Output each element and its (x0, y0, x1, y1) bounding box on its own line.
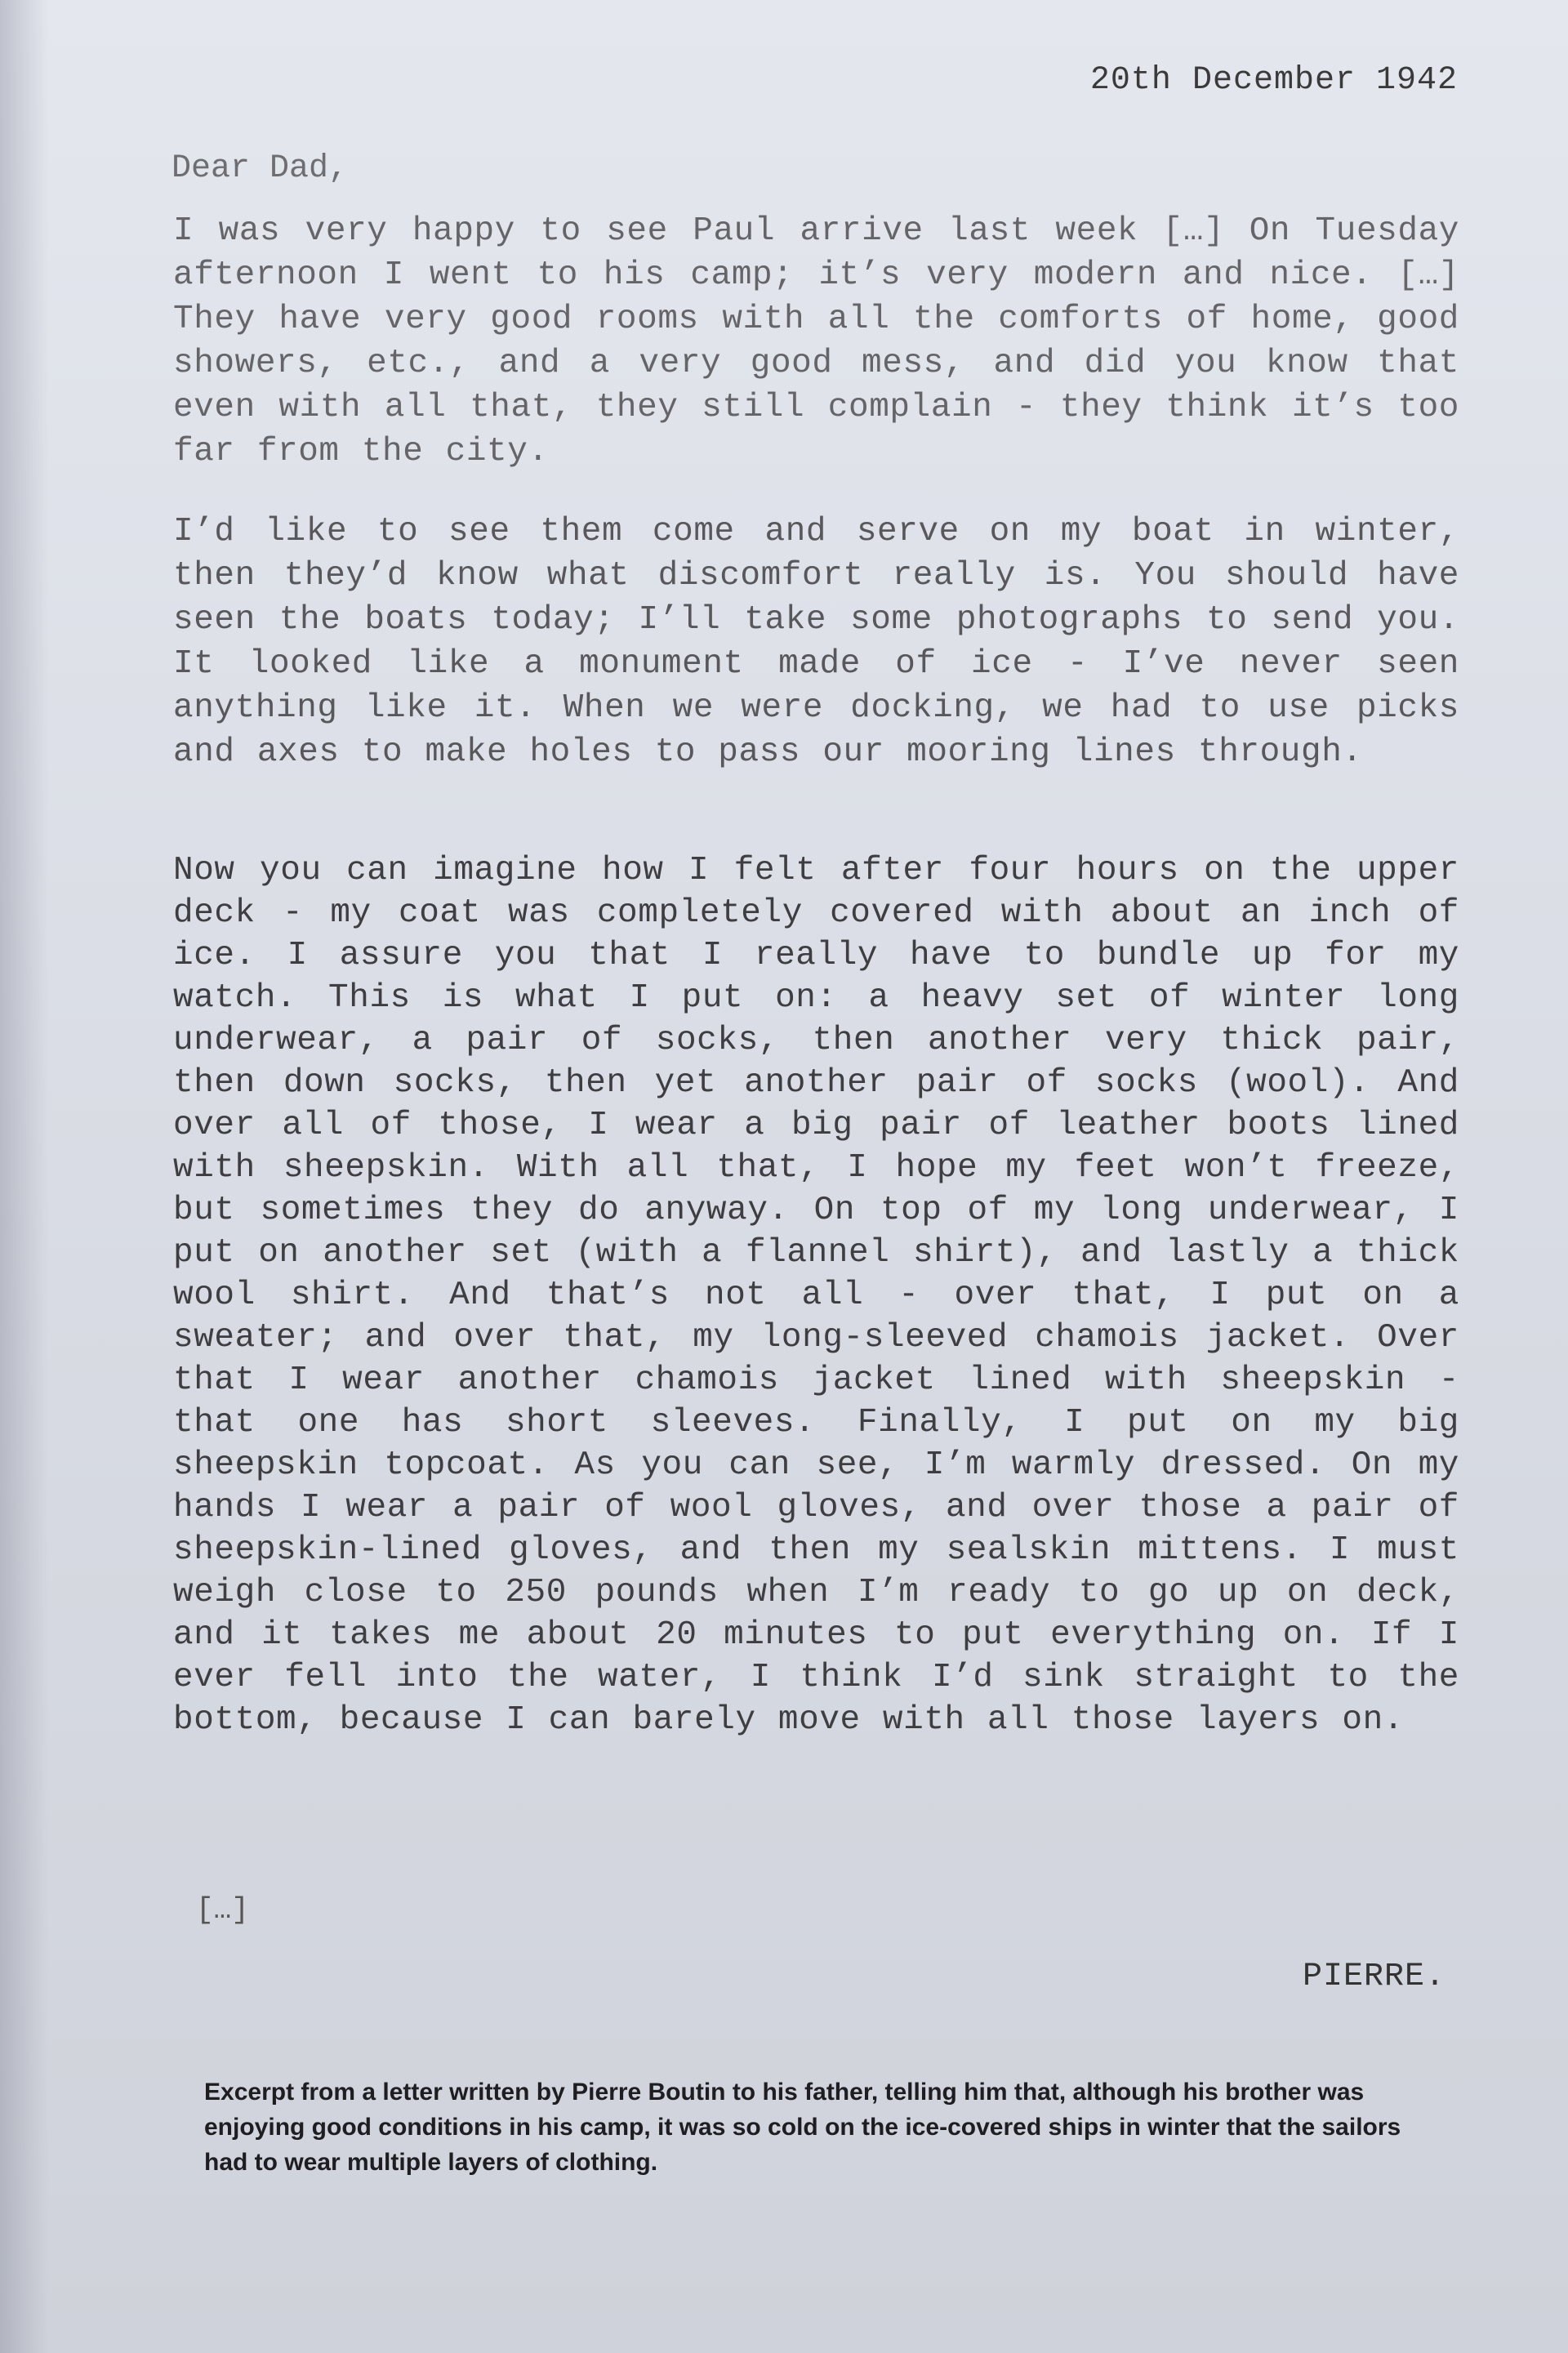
letter-signature: PIERRE. (1302, 1959, 1446, 1995)
letter-date: 20th December 1942 (1089, 62, 1458, 99)
letter-paragraph-2: I’d like to see them come and serve on my boat in winter, then they’d know what discomfort really is. You should have seen the boats today; I’ll take some photographs to send you. It looked like a monument made of ice - I’ve never seen anything like it. When we were docking, we had to use picks and axes to make holes to pass our mooring lines through. (173, 513, 1459, 771)
letter-salutation: Dear Dad, (172, 150, 349, 187)
excerpt-caption: Excerpt from a letter written by Pierre Boutin to his father, telling him that, although his brother was enjoying good conditions in his camp, it was so cold on the ice-covered ships in winter that the sailors had to wear multiple layers of clothing. (204, 2079, 1401, 2176)
letter-paragraph-3: Now you can imagine how I felt after four hours on the upper deck - my coat was completely covered with about an inch of ice. I assure you that I really have to bundle up for my watch. This is what I put on: a heavy set of winter long underwear, a pair of socks, then another very thick pair, then down socks, then yet another pair of socks (wool). And over all of those, I wear a big pair of leather boots lined with sheepskin. With all that, I hope my feet won’t freeze, but sometimes they do anyway. On top of my long underwear, I put on another set (with a flannel shirt), and lastly a thick wool shirt. And that’s not all - over that, I put on a sweater; and over that, my long-sleeved chamois jacket. Over that I wear another chamois jacket lined with sheepskin - that one has short sleeves. Finally, I put on my big sheepskin topcoat. As you can see, I’m warmly dressed. On my hands I wear a pair of wool gloves, and over those a pair of sheepskin-lined gloves, and then my sealskin mittens. I must weigh close to 250 pounds when I’m ready to go up on deck, and it takes me about 20 minutes to put everything on. If I ever fell into the water, I think I’d sink straight to the bottom, because I can barely move with all those layers on. (173, 852, 1459, 1739)
omission-marker: […] (196, 1893, 249, 1927)
letter-paragraph-1: I was very happy to see Paul arrive last week […] On Tuesday afternoon I went to his camp; it’s very modern and nice. […] They have very good rooms with all the comforts of home, good showers, etc., and a very good mess, and did you know that even with all that, they still complain - they think it’s too far from the city. (173, 212, 1459, 470)
